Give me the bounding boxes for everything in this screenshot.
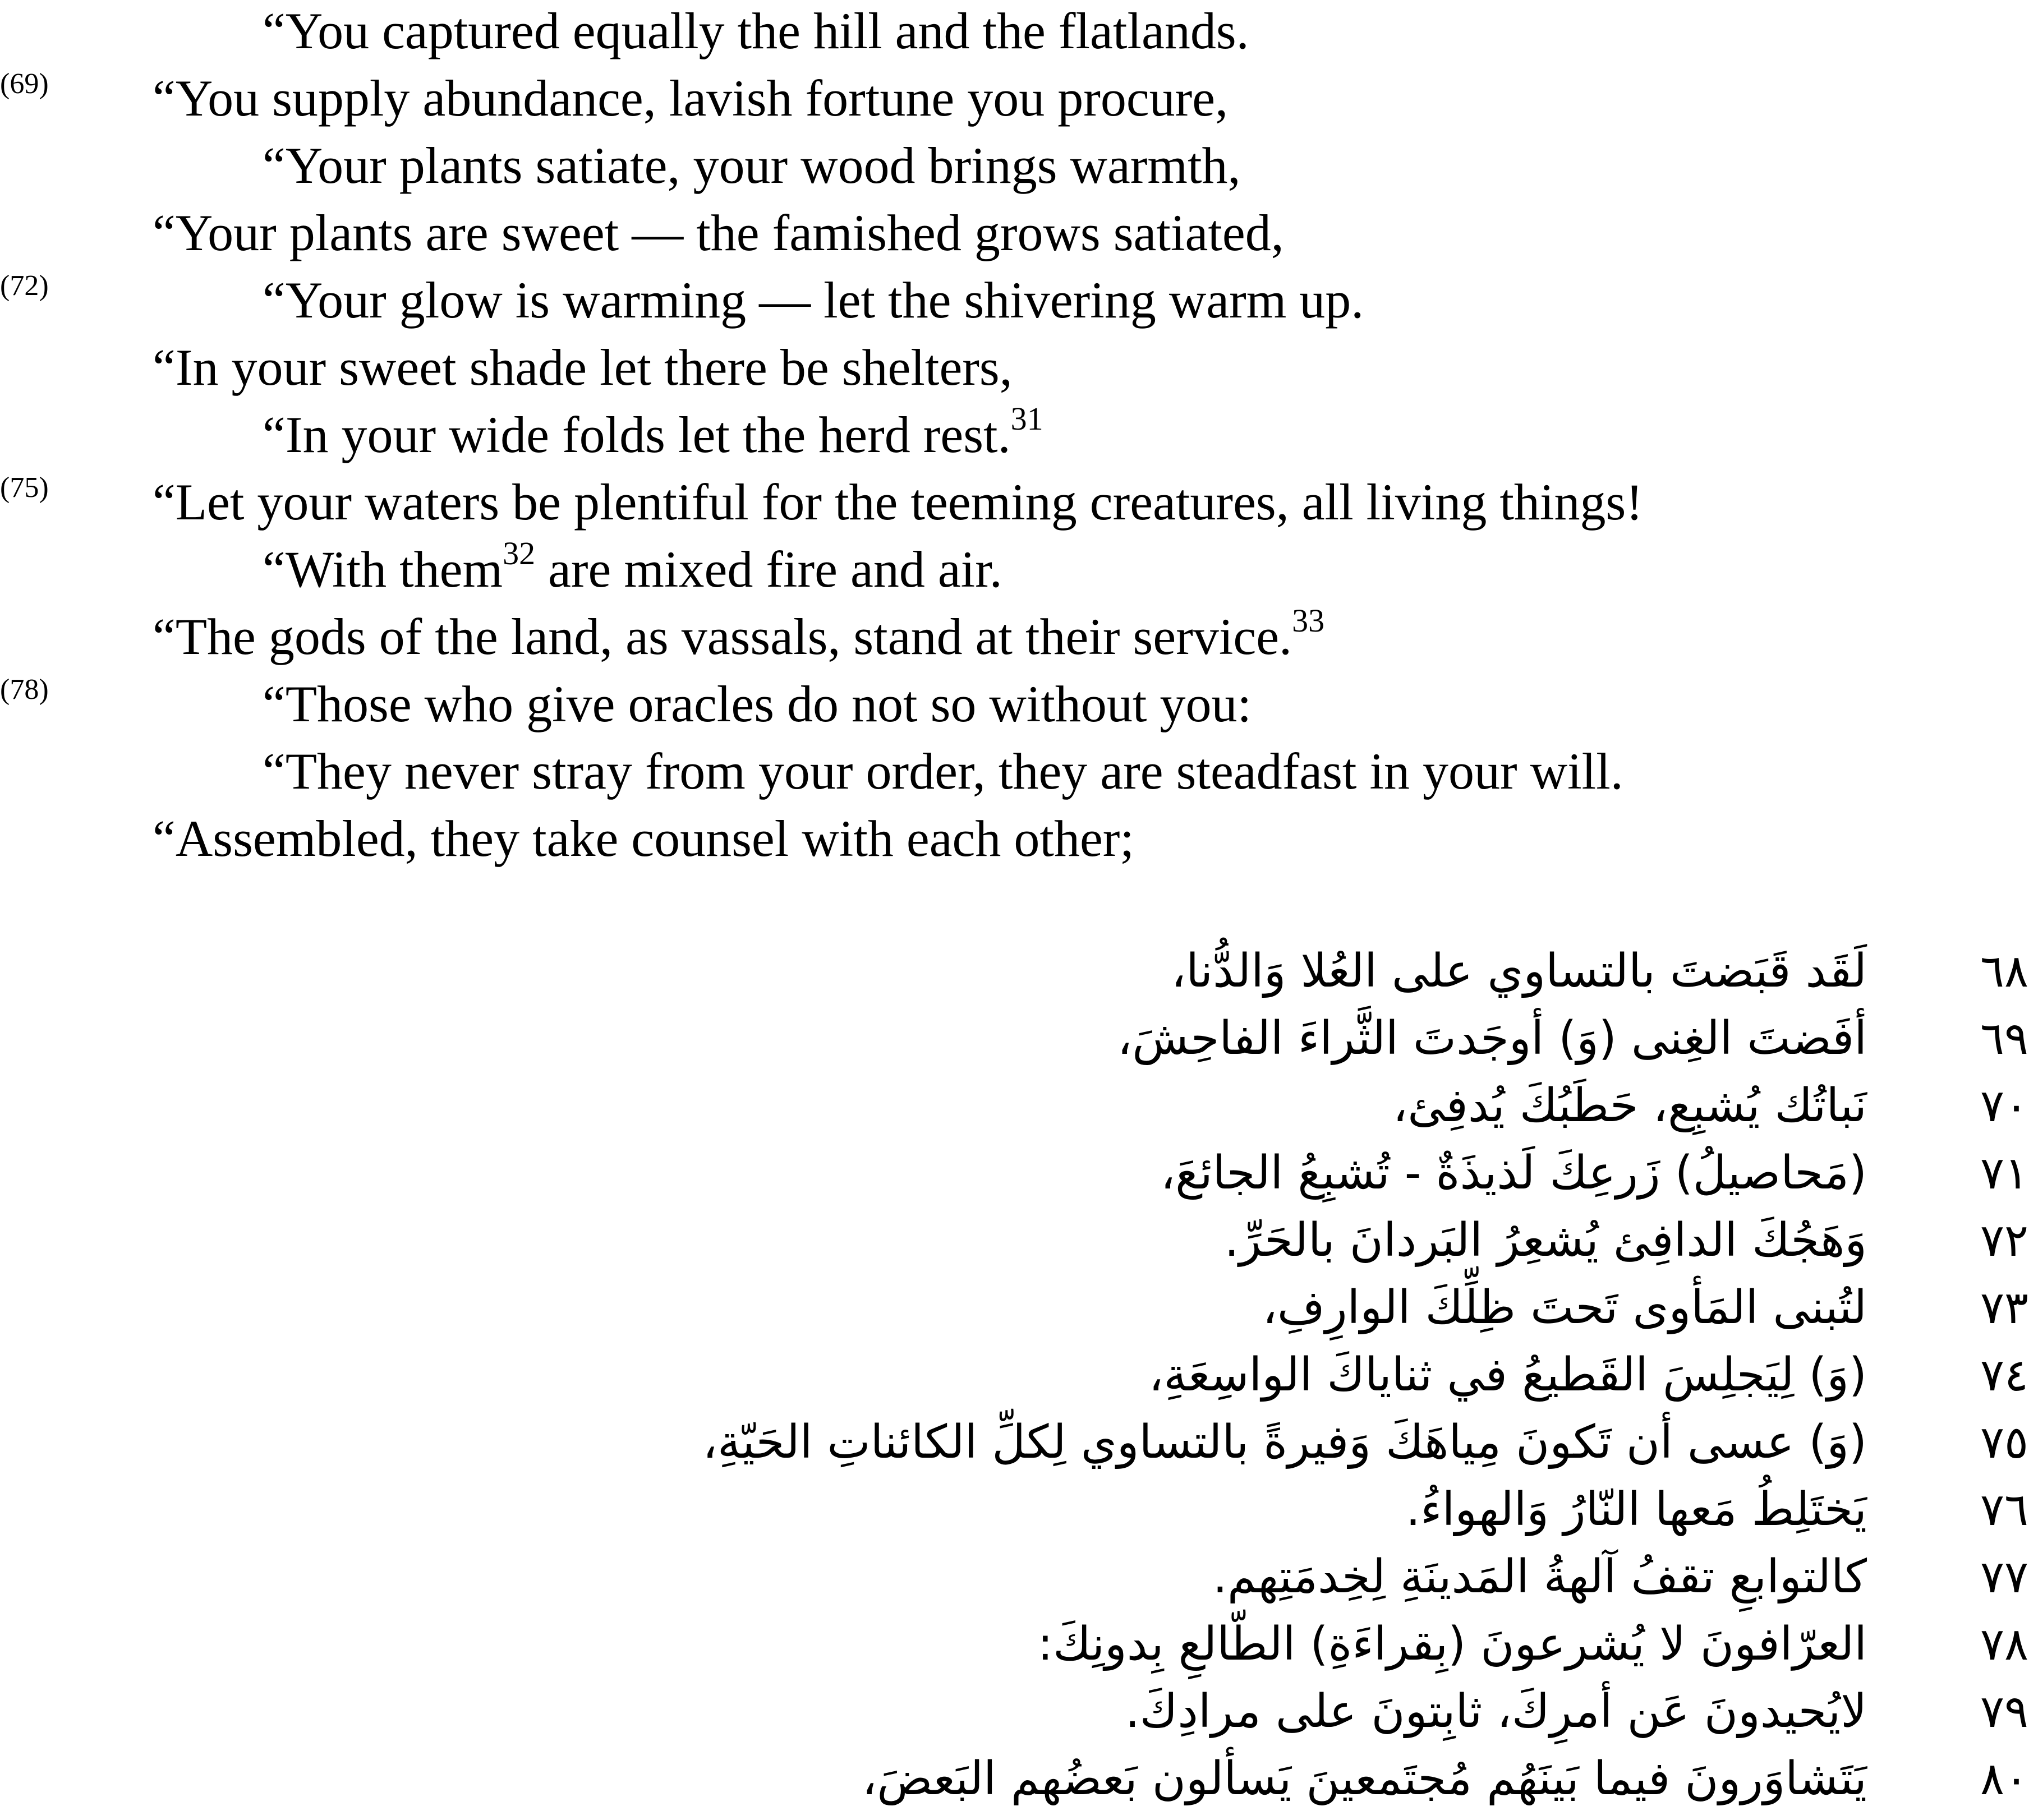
english-line-78: “Those who give oracles do not so without you: [263, 675, 1252, 732]
english-line-71: “Your plants are sweet — the famished grows satiated, [153, 204, 1284, 261]
arabic-line-number: ٦٨ [1980, 945, 2028, 997]
arabic-line: لايُحيدونَ عَن أمرِكَ، ثابِتونَ على مرادِكَ. [1125, 1685, 1867, 1738]
footnote-ref-31: 31 [1010, 400, 1043, 437]
arabic-line: (وَ) عسى أن تَكونَ مِياهَكَ وَفيرةً بالتساوي لِكلِّ الكائناتِ الحَيّةِ، [702, 1416, 1867, 1469]
english-line-80: “Assembled, they take counsel with each other; [153, 810, 1134, 867]
english-line-79: “They never stray from your order, they are steadfast in your will. [263, 743, 1623, 800]
arabic-line-number: ٦٩ [1980, 1012, 2028, 1065]
arabic-line: كالتوابعِ تقفُ آلهةُ المَدينَةِ لِخِدمَتِهم. [1212, 1550, 1867, 1604]
footnote-ref-33: 33 [1292, 602, 1325, 639]
arabic-line-number: ٧٢ [1980, 1214, 2028, 1266]
arabic-line: يَتَشاوَرونَ فيما بَينَهُم مُجتَمعينَ يَسألون بَعضُهم البَعضَ، [862, 1752, 1867, 1805]
line-marker-75: (75) [0, 472, 49, 504]
arabic-line-number: ٧٥ [1980, 1416, 2028, 1468]
arabic-line: العرّافونَ لا يُشرعونَ (بِقراءَةِ) الطّالعِ بِدونِكَ: [1037, 1618, 1867, 1671]
line-marker-72: (72) [0, 270, 49, 302]
english-line-75: “Let your waters be plentiful for the teeming creatures, all living things! [153, 473, 1643, 531]
arabic-line-number: ٧٦ [1980, 1483, 2028, 1536]
arabic-line-number: ٧٠ [1980, 1080, 2028, 1132]
arabic-line-number: ٧٨ [1980, 1618, 2028, 1670]
arabic-line: (وَ) لِيَجلِسَ القَطيعُ في ثناياكَ الواسِعَةِ، [1148, 1348, 1867, 1402]
arabic-line-number: ٧١ [1980, 1147, 2028, 1199]
arabic-line-number: ٧٤ [1980, 1349, 2028, 1401]
arabic-line: لتُبنى المَأوى تَحتَ ظِلِّكَ الوارِفِ، [1262, 1281, 1867, 1334]
arabic-line: أفَضتَ الغِنى (وَ) أوجَدتَ الثَّراءَ الفاحِشَ، [1117, 1012, 1867, 1065]
english-line-72: “Your glow is warming — let the shivering warm up. [263, 271, 1364, 329]
arabic-line: وَهَجُكَ الدافِئ يُشعِرُ البَردانَ بالحَرِّ. [1224, 1214, 1867, 1267]
english-line-73: “In your sweet shade let there be shelters, [153, 339, 1013, 396]
arabic-line: لَقَد قَبَضتَ بالتساوي على العُلا وَالدُّنا، [1171, 944, 1867, 998]
arabic-line-number: ٧٧ [1980, 1551, 2028, 1603]
footnote-ref-32: 32 [503, 535, 536, 572]
english-line-69: “You supply abundance, lavish fortune you procure, [153, 70, 1229, 127]
line-marker-78: (78) [0, 674, 49, 706]
english-line-77: “The gods of the land, as vassals, stand at their service.$^{33}$ [153, 602, 1325, 665]
english-line-67: “You captured equally the hill and the flatlands. [263, 2, 1249, 59]
line-marker-69: (69) [0, 68, 49, 100]
english-line-76: “With them$^{32}$ are mixed fire and air. [263, 535, 1002, 598]
english-line-74: “In your wide folds let the herd rest.$^{31}$ [263, 400, 1043, 463]
arabic-line-number: ٨٠ [1980, 1753, 2028, 1805]
arabic-line-number: ٧٣ [1980, 1282, 2028, 1334]
arabic-line: نَباتُك يُشبِع، حَطَبُكَ يُدفِئ، [1392, 1079, 1867, 1132]
arabic-line: (مَحاصيلُ) زَرعِكَ لَذيذَةٌ - تُشبِعُ الجائعَ، [1160, 1146, 1867, 1200]
arabic-line-number: ٧٩ [1980, 1685, 2028, 1738]
arabic-line: يَختَلِطُ مَعها النّارُ وَالهواءُ. [1406, 1483, 1867, 1536]
english-line-70: “Your plants satiate, your wood brings warmth, [263, 137, 1241, 194]
